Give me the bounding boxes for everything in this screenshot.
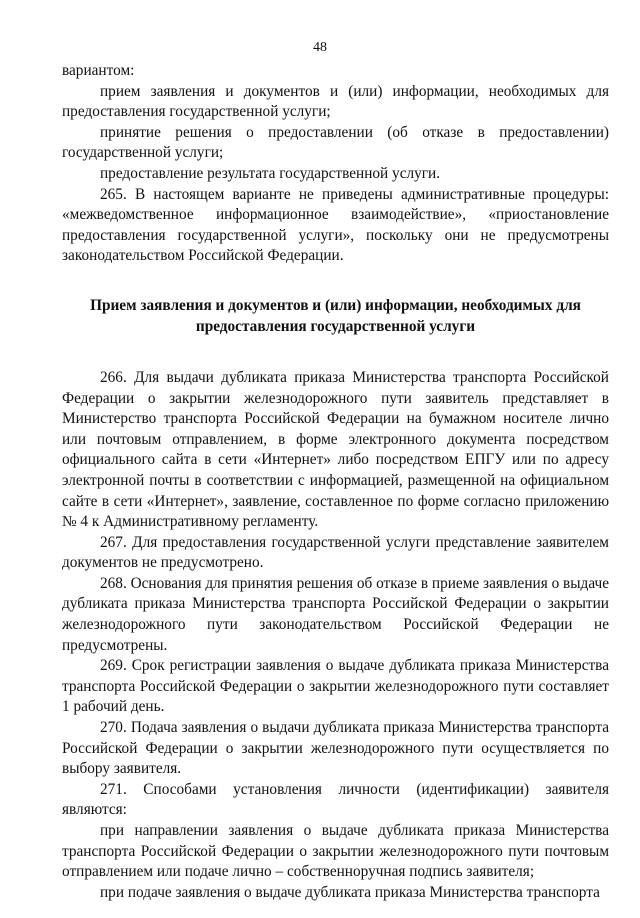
paragraph-265: 265. В настоящем варианте не приведены административные процедуры: «межведомственное информационное взаимодействие», «приостановление предоставления государственной услуги», поскольку они не предусмотрены законодательством Российской Федерации. [62, 185, 609, 265]
paragraph-procedure-reception: прием заявления и документов и (или) информации, необходимых для предоставления государственной услуги; [62, 82, 609, 121]
section-heading [62, 295, 609, 338]
paragraph-variant-tail: вариантом: [62, 62, 135, 79]
paragraph-identification-post: при направлении заявления о выдаче дубликата приказа Министерства транспорта Российской Федерации о закрытии железнодорожного пути почтовым отправлением или подаче лично – собственноручная подпись заявителя; [62, 822, 609, 881]
paragraph-procedure-result: предоставление результата государственной услуги. [100, 164, 441, 182]
page-number: 48 [313, 40, 327, 55]
paragraph-270: 270. Подача заявления о выдачи дубликата приказа Министерства транспорта Российской Федерации о закрытии железнодорожного пути осуществляется по выбору заявителя. [62, 719, 609, 778]
paragraph-269: 269. Срок регистрации заявления о выдаче дубликата приказа Министерства транспорта Российской Федерации о закрытии железнодорожного пути составляет 1 рабочий день. [62, 657, 609, 716]
paragraph-271: 271. Способами установления личности (идентификации) заявителя являются: [62, 780, 609, 819]
paragraph-268: 268. Основания для принятия решения об отказе в приеме заявления о выдаче дубликата приказа Министерства транспорта Российской Федерации о закрытии железнодорожного пути законодательством Российской Федерации не предусмотрены. [62, 574, 609, 654]
paragraph-266: 266. Для выдачи дубликата приказа Министерства транспорта Российской Федерации о закрытии железнодорожного пути заявитель представляет в Министерство транспорта Российской Федерации на бумажном носителе лично или почтовым отправлением, в форме электронного документа посредством официального сайта в сети «Интернет» либо посредством ЕПГУ или по адресу электронной почты в соответствии с информацией, размещенной на официальном сайте в сети «Интернет», заявление, составленное по форме согласно приложению № 4 к Административному регламенту. [62, 368, 609, 531]
document-body [62, 61, 609, 903]
paragraph-identification-submission: при подаче заявления о выдаче дубликата приказа Министерства транспорта [100, 883, 600, 901]
section-heading-line-2: предоставления государственной услуги [195, 318, 476, 336]
paragraph-procedure-decision: принятие решения о предоставлении (об отказе в предоставлении) государственной услуги; [62, 123, 609, 162]
section-heading-line-1: Прием заявления и документов и (или) информации, необходимых для [90, 296, 581, 314]
paragraph-267: 267. Для предоставления государственной услуги представление заявителем документов не предусмотрено. [62, 533, 609, 572]
